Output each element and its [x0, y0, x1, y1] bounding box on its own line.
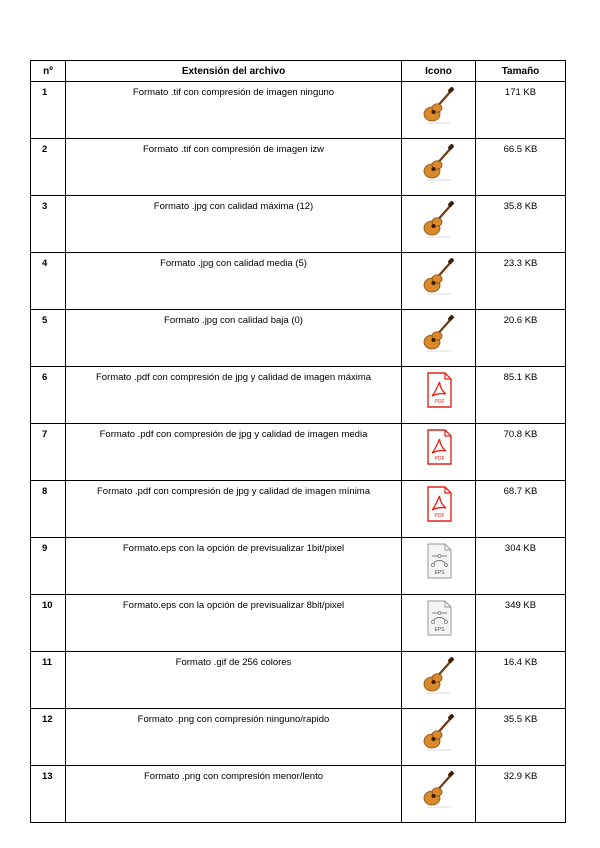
header-row — [31, 61, 566, 82]
row-number: 13 — [31, 766, 66, 823]
header-extension: Extensión del archivo — [66, 61, 402, 82]
row-number: 2 — [31, 139, 66, 196]
row-icon-cell — [402, 595, 476, 652]
row-number: 9 — [31, 538, 66, 595]
row-icon-cell — [402, 709, 476, 766]
row-number: 8 — [31, 481, 66, 538]
row-description: Formato .jpg con calidad media (5) — [66, 253, 402, 310]
table-row — [31, 82, 566, 139]
row-number: 1 — [31, 82, 66, 139]
row-size: 35.5 KB — [476, 709, 566, 766]
row-size: 70.8 KB — [476, 424, 566, 481]
svg-text:PDF: PDF — [434, 456, 444, 462]
row-description: Formato.eps con la opción de previsualizar 1bit/pixel — [66, 538, 402, 595]
row-description: Formato .jpg con calidad máxima (12) — [66, 196, 402, 253]
table-row — [31, 709, 566, 766]
row-description: Formato .tif con compresión de imagen ninguno — [66, 82, 402, 139]
row-icon-cell — [402, 481, 476, 538]
guitar-icon — [421, 142, 457, 182]
eps-icon — [421, 598, 457, 638]
svg-text:PDF: PDF — [434, 513, 444, 519]
row-size: 16.4 KB — [476, 652, 566, 709]
guitar-icon — [421, 256, 457, 296]
row-size: 68.7 KB — [476, 481, 566, 538]
row-description: Formato .jpg con calidad baja (0) — [66, 310, 402, 367]
row-size: 35.8 KB — [476, 196, 566, 253]
row-size: 171 KB — [476, 82, 566, 139]
row-number: 5 — [31, 310, 66, 367]
row-size: 32.9 KB — [476, 766, 566, 823]
row-size: 23.3 KB — [476, 253, 566, 310]
guitar-icon — [421, 712, 457, 752]
guitar-icon — [421, 85, 457, 125]
row-number: 11 — [31, 652, 66, 709]
row-number: 4 — [31, 253, 66, 310]
eps-icon — [421, 541, 457, 581]
row-description: Formato .tif con compresión de imagen izw — [66, 139, 402, 196]
table-row — [31, 139, 566, 196]
table-row — [31, 652, 566, 709]
header-num: nº — [31, 61, 66, 82]
guitar-icon — [421, 199, 457, 239]
row-number: 10 — [31, 595, 66, 652]
row-icon-cell — [402, 652, 476, 709]
row-size: 85.1 KB — [476, 367, 566, 424]
row-size: 304 KB — [476, 538, 566, 595]
svg-text:EPS: EPS — [433, 627, 445, 633]
row-description: Formato .pdf con compresión de jpg y calidad de imagen mínima — [66, 481, 402, 538]
row-icon-cell — [402, 424, 476, 481]
row-description: Formato.eps con la opción de previsualizar 8bit/pixel — [66, 595, 402, 652]
row-description: Formato .pdf con compresión de jpg y calidad de imagen media — [66, 424, 402, 481]
header-icon: Icono — [402, 61, 476, 82]
svg-text:EPS: EPS — [433, 570, 445, 576]
row-description: Formato .gif de 256 colores — [66, 652, 402, 709]
row-number: 6 — [31, 367, 66, 424]
row-size: 20.6 KB — [476, 310, 566, 367]
row-description: Formato .png con compresión menor/lento — [66, 766, 402, 823]
row-icon-cell — [402, 367, 476, 424]
table-row — [31, 538, 566, 595]
pdf-icon — [421, 484, 457, 524]
pdf-icon — [421, 370, 457, 410]
row-size: 349 KB — [476, 595, 566, 652]
row-size: 66.5 KB — [476, 139, 566, 196]
table-row — [31, 424, 566, 481]
table-row — [31, 766, 566, 823]
row-number: 3 — [31, 196, 66, 253]
pdf-icon — [421, 427, 457, 467]
table-row — [31, 367, 566, 424]
row-icon-cell — [402, 253, 476, 310]
row-icon-cell — [402, 139, 476, 196]
table-row — [31, 196, 566, 253]
row-number: 12 — [31, 709, 66, 766]
file-format-table — [30, 60, 566, 823]
table-row — [31, 310, 566, 367]
row-icon-cell — [402, 766, 476, 823]
guitar-icon — [421, 313, 457, 353]
svg-text:PDF: PDF — [434, 399, 444, 405]
row-icon-cell — [402, 82, 476, 139]
table-row — [31, 595, 566, 652]
row-description: Formato .pdf con compresión de jpg y calidad de imagen máxima — [66, 367, 402, 424]
guitar-icon — [421, 655, 457, 695]
row-icon-cell — [402, 310, 476, 367]
row-number: 7 — [31, 424, 66, 481]
row-description: Formato .png con compresión ninguno/rapido — [66, 709, 402, 766]
row-icon-cell — [402, 538, 476, 595]
header-size: Tamaño — [476, 61, 566, 82]
guitar-icon — [421, 769, 457, 809]
table-row — [31, 253, 566, 310]
row-icon-cell — [402, 196, 476, 253]
table-row — [31, 481, 566, 538]
